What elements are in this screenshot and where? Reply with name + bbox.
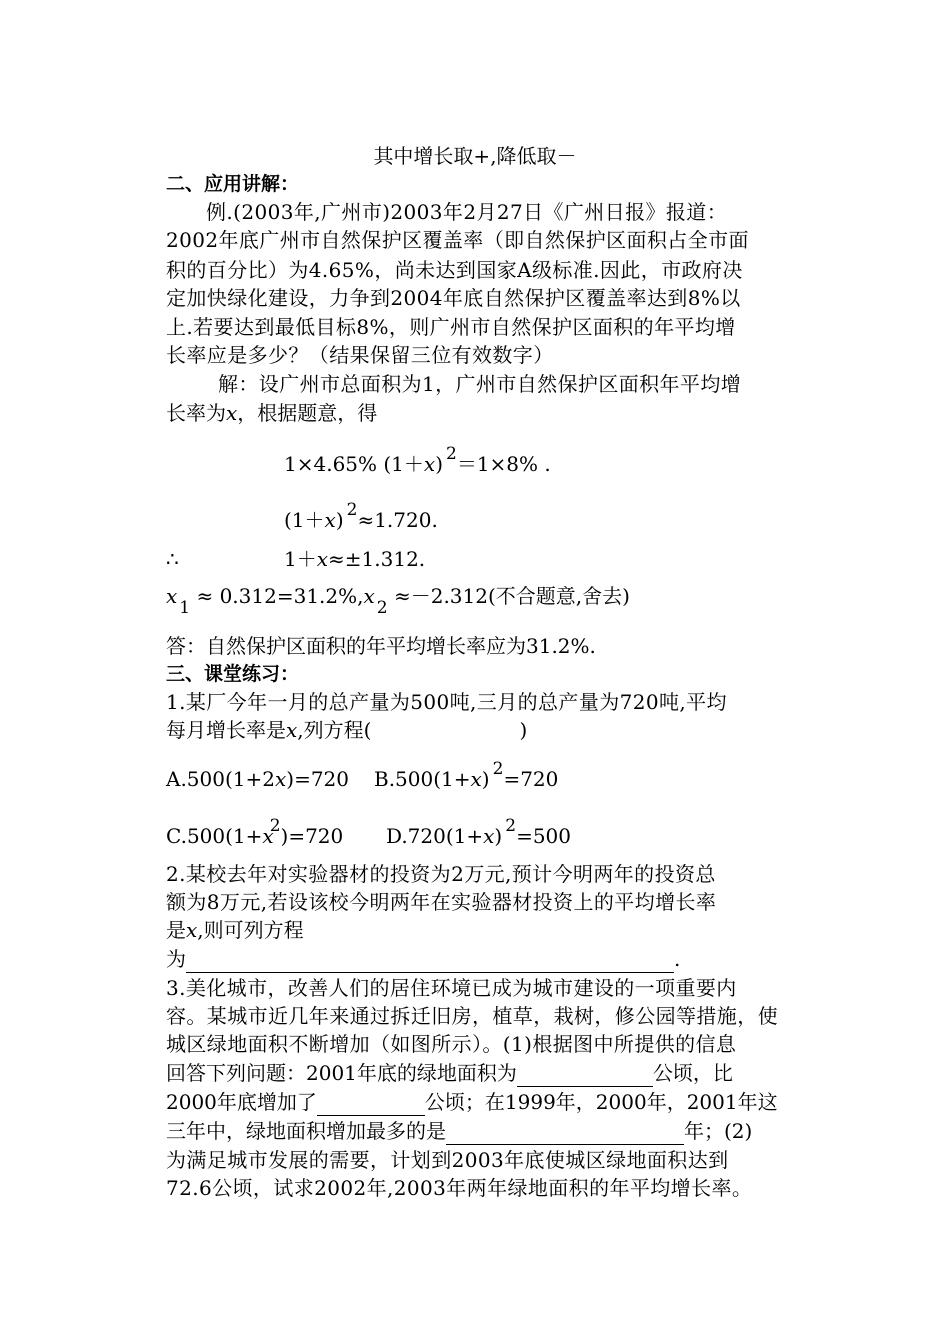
- equation-line-1: 1×4.65% (1＋x) $^2$＝1×8% .: [284, 444, 551, 476]
- question-1-line: 每月增长率是x,列方程( ): [166, 718, 528, 742]
- solution-line: 解：设广州市总面积为1，广州市自然保护区面积年平均增: [218, 372, 742, 396]
- answer-line: 答：自然保护区面积的年平均增长率应为31.2%.: [166, 634, 596, 658]
- question-3-line: 2000年底增加了 公顷；在1999年，2000年，2001年这: [166, 1090, 778, 1114]
- option-d[interactable]: D.720(1+x) $^2$=500: [386, 816, 571, 848]
- question-2-line: 2.某校去年对实验器材的投资为2万元,预计今明两年的投资总: [166, 862, 716, 886]
- solution-line: 长率为x，根据题意，得: [166, 401, 378, 425]
- question-2-line: 额为8万元,若设该校今明两年在实验器材投资上的平均增长率: [166, 890, 717, 914]
- option-a[interactable]: A.500(1+2x)=720: [166, 767, 349, 791]
- sign-rule-note: 其中增长取+,降低取－: [373, 144, 577, 168]
- question-3-line: 回答下列问题：2001年底的绿地面积为 公顷，比: [166, 1061, 733, 1085]
- equation-line-3: 1＋x≈±1.312.: [284, 547, 426, 571]
- section-heading-application: 二、应用讲解：: [166, 173, 300, 195]
- question-3-line: 3.美化城市，改善人们的居住环境已成为城市建设的一项重要内: [166, 976, 737, 1000]
- question-2-line: 为 .: [166, 947, 681, 971]
- example-text-line: 上.若要达到最低目标8%，则广州市自然保护区面积的年平均增: [166, 315, 736, 339]
- example-text-line: 2002年底广州市自然保护区覆盖率（即自然保护区面积占全市面: [166, 228, 749, 252]
- section-heading-practice: 三、课堂练习：: [166, 663, 300, 685]
- question-1-line: 1.某厂今年一月的总产量为500吨,三月的总产量为720吨,平均: [166, 690, 727, 714]
- example-text-line: 长率应是多少？（结果保留三位有效数字）: [166, 343, 554, 367]
- answer-blank[interactable]: [446, 1122, 684, 1145]
- example-text-line: 积的百分比）为4.65%，尚未达到国家A级标准.因此，市政府决: [166, 258, 743, 282]
- question-3-line: 72.6公顷，试求2002年,2003年两年绿地面积的年平均增长率。: [166, 1176, 753, 1200]
- question-3-line: 为满足城市发展的需要，计划到2003年底使城区绿地面积达到: [166, 1148, 729, 1172]
- option-c[interactable]: $C.500(1+x^2)=720$: [166, 816, 344, 848]
- example-text-line: 定加快绿化建设，力争到2004年底自然保护区覆盖率达到8%以: [166, 286, 741, 310]
- roots-line: x $_1$ ≈ 0.312=31.2%,x $_2$ ≈－2.312(不合题意,舍去): [166, 584, 630, 618]
- question-2-line: 是x,则可列方程: [166, 918, 304, 942]
- answer-blank[interactable]: [186, 950, 674, 973]
- question-3-line: 城区绿地面积不断增加（如图所示）。(1)根据图中所提供的信息: [166, 1032, 737, 1056]
- answer-blank[interactable]: [317, 1093, 425, 1116]
- option-b[interactable]: B.500(1+x) $^2$=720: [374, 759, 559, 791]
- question-3-line: 容。某城市近几年来通过拆迁旧房，植草，栽树，修公园等措施，使: [166, 1004, 778, 1028]
- example-text-line: 例.(2003年,广州市)2003年2月27日《广州日报》报道：: [206, 200, 728, 224]
- question-3-line: 三年中，绿地面积增加最多的是 年；(2): [166, 1119, 753, 1143]
- equation-line-2: (1＋x) $^2$≈1.720.: [284, 500, 438, 532]
- therefore-symbol: ∴: [166, 547, 179, 571]
- answer-blank[interactable]: [517, 1064, 653, 1087]
